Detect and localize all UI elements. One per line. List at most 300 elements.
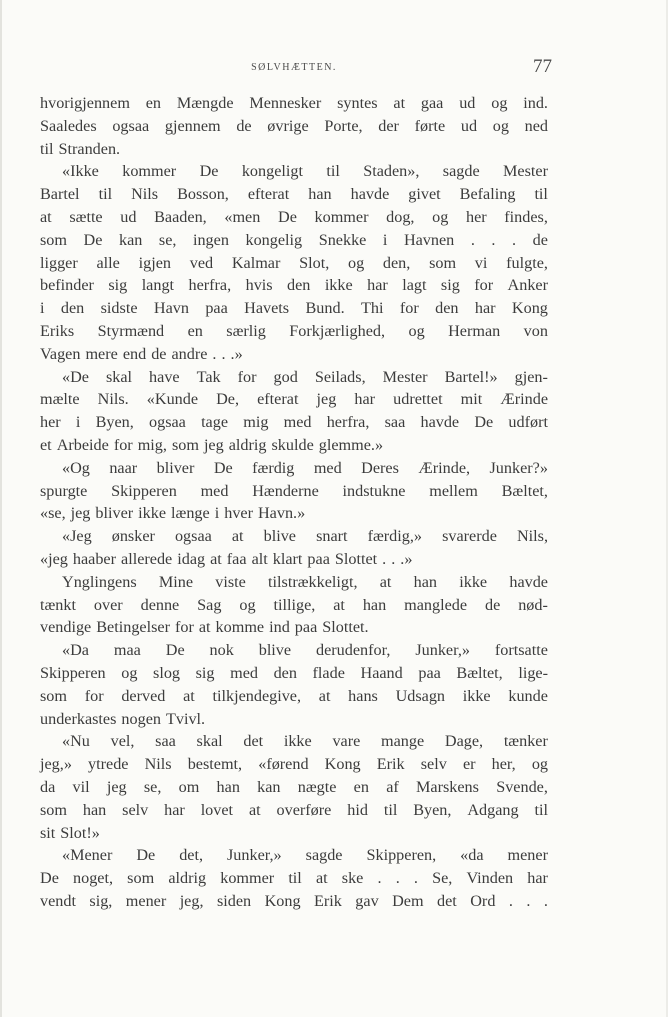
word: .» [230,344,243,363]
word: . [382,549,387,568]
word: hid [347,800,368,819]
text-line [40,662,548,685]
word: tænkt [40,595,76,614]
word: Havn [153,299,189,318]
word: ind [269,618,290,637]
word: end [122,344,147,363]
word: De [474,413,494,432]
word: klart [272,549,303,568]
text-line [40,297,548,320]
word: mener [507,846,548,865]
word: kommer [314,207,369,226]
word: til [534,800,548,819]
word: Haand [360,663,403,682]
text-line [40,388,548,411]
word: bliver [156,458,195,477]
word: har [474,299,496,318]
word: og [432,207,449,226]
word: han [216,777,240,796]
word: komme [215,618,265,637]
word: «men [224,207,261,226]
word: Skipperen [111,481,177,500]
word: igjen [138,253,171,272]
word: Betingelser [96,618,170,637]
word: mere [85,344,118,363]
word: her [40,413,61,432]
word: ved [189,253,214,272]
word: efterat [247,185,290,204]
word: havde [420,413,460,432]
text-line [40,160,548,183]
word: blive [263,527,296,546]
word: Bartel!» [444,367,498,386]
word: ikke [138,504,167,523]
text-line [40,730,548,753]
word: Mine [158,572,194,591]
word: ytrede [88,755,129,774]
word: sagde [305,846,343,865]
word: langt [141,276,175,295]
text-line [40,867,548,890]
word: gaa [420,94,444,112]
word: ligger [40,253,78,272]
word: denne [140,595,180,614]
word: De [213,458,233,477]
word: sagde [442,162,480,181]
text-line [40,776,548,799]
word: De [199,162,219,181]
word: faa [226,549,247,568]
word: De [165,641,185,660]
word: her, [491,755,516,774]
word: længe [171,504,210,523]
word: se, [158,230,177,249]
word: sit [40,823,56,842]
word: med [283,413,312,432]
text-line [40,434,548,457]
word: tilkjendegive, [212,686,302,705]
word: se, [143,777,162,796]
word: befinder [40,276,94,295]
word: for [174,618,194,637]
word: Mængde [176,94,234,112]
word: Dem [392,891,424,910]
word: Nils. [97,390,129,409]
word: da [40,777,56,796]
word: . [491,230,496,249]
word: der [378,116,399,135]
word: han [413,572,438,591]
word: jeg [106,777,127,796]
word: jeg [203,435,224,454]
word: Saaledes [40,116,97,135]
word: at [210,549,222,568]
text-line [40,92,548,115]
word: vil [72,777,90,796]
text-line [40,639,548,662]
word: vare [332,732,361,751]
word: andre [171,344,208,363]
word: svarerde [442,527,497,546]
body-text [40,92,548,913]
word: den [287,276,311,295]
word: i [382,230,388,249]
word: det [437,891,457,910]
word: hans [348,686,378,705]
text-line [40,502,548,525]
word: og [491,94,508,112]
word: Staden», [363,162,420,181]
word: som [40,686,67,705]
word: Kong [511,299,548,318]
word: Vagen [40,344,81,363]
word: Svende, [496,777,548,796]
word: for [474,276,494,295]
word: om [178,777,200,796]
word: ogsaa [149,413,186,432]
word: kan [118,230,143,249]
text-line [40,708,548,731]
word: haaber [72,549,117,568]
word: tænker [503,732,548,751]
word: for [237,367,257,386]
word: sidste [100,299,138,318]
word: at [393,94,406,112]
word: Kong [324,755,361,774]
word: . [413,869,418,888]
word: selv [420,755,447,774]
word: alle [96,253,120,272]
word: syntes [337,94,378,112]
word: maa [113,641,141,660]
word: Bæltet, [501,481,548,500]
text-line [40,343,548,366]
word: ud [459,94,476,112]
word: og [531,755,548,774]
running-title: SØLVHÆTTEN. [251,62,337,73]
word: at [315,869,328,888]
word: . [470,230,475,249]
word: . [543,891,548,910]
word: .» [400,549,413,568]
word: Adgang [467,800,519,819]
word: hvorigjennem [40,94,130,112]
word: ikke [324,276,353,295]
word: har [527,869,548,888]
word: . [212,344,217,363]
word: til [534,185,548,204]
word: saa [384,413,406,432]
word: lige- [518,663,548,682]
word: mange [381,732,425,751]
word: Snekke [318,230,367,249]
word: Bund. [305,299,345,318]
word: nægte [297,777,337,796]
word: ogsaa [112,116,150,135]
word: kongelig [245,230,303,249]
word: sætte [69,207,103,226]
text-line [40,183,548,206]
word: at [40,207,52,226]
word: De [40,869,59,888]
word: Ærinde, [418,458,471,477]
word: ogsaa [174,527,212,546]
word: . [377,869,382,888]
word: særlig [226,321,266,340]
word: de [532,230,548,249]
word: i [40,299,45,318]
word: til [326,162,340,181]
word: at [198,618,211,637]
word: som [40,800,67,819]
text-line [40,411,548,434]
word: aldrig [228,435,267,454]
word: idag [177,549,206,568]
text-line [40,616,548,639]
word: De [278,207,297,226]
word: skal [105,367,133,386]
word: en [145,94,162,112]
word: for [399,299,419,318]
word: Thi [361,299,384,318]
word: Dage, [444,732,484,751]
word: mellem [429,481,478,500]
word: ske [341,869,364,888]
word: «De [62,367,89,386]
word: . [512,230,517,249]
word: skal [196,732,223,751]
word: har [367,276,388,295]
word: givet [408,185,441,204]
word: herfra, [188,276,232,295]
word: Vinden [466,869,514,888]
word: Erik [313,891,342,910]
word: sig [440,276,460,295]
word: af [386,777,399,796]
word: for [84,686,104,705]
word: selv [122,800,149,819]
word: noget, [73,869,114,888]
word: alt [251,549,268,568]
word: lagt [402,276,427,295]
word: Udsagn [395,686,446,705]
word: færdig [252,458,295,477]
word: De [136,846,156,865]
word: Tak [196,367,221,386]
word: færdig,» [367,527,422,546]
word: Sag [197,595,222,614]
word: ikke [462,686,491,705]
word: have [149,367,180,386]
word: de [151,344,167,363]
word: De, [216,390,240,409]
text-line [40,320,548,343]
word: Kalmar [231,253,281,272]
word: at [183,686,195,705]
text-line [40,252,548,275]
word: indstukne [342,481,406,500]
word: som [40,230,67,249]
word: paa [205,299,228,318]
word: Bosson, [177,185,229,204]
word: Nils [131,185,159,204]
word: hver [224,504,253,523]
word: lovet [200,800,234,819]
word: gav [355,891,379,910]
word: . [221,344,226,363]
word: de [484,595,501,614]
text-line [40,890,548,913]
word: han [362,595,387,614]
word: herfra, [326,413,370,432]
word: mælte [40,390,80,409]
word: øvrige [267,116,309,135]
word: som [127,869,155,888]
word: findes, [504,207,548,226]
word: god [273,367,298,386]
word: med [230,663,258,682]
word: at [333,595,345,614]
word: mig [243,413,269,432]
word: «Nu [62,732,90,751]
word: naar [109,458,138,477]
word: Mester [503,162,548,181]
word: fulgte, [506,253,548,272]
word: De [83,230,103,249]
text-line [40,753,548,776]
word: fortsatte [494,641,548,660]
word: med [313,458,342,477]
word: han [82,800,107,819]
word: manglede [404,595,468,614]
text-line [40,594,548,617]
word: Styrmænd [97,321,165,340]
word: «Jeg [62,527,92,546]
word: Mennesker [249,94,322,112]
word: kommer [220,869,275,888]
word: Porte, [324,116,363,135]
word: vel, [110,732,135,751]
word: tilstrækkeligt, [268,572,358,591]
word: Ærinde [500,390,548,409]
word: spurgte [40,481,88,500]
word: Bartel [40,185,80,204]
text-line [40,115,548,138]
word: Marskens [416,777,479,796]
word: gjen- [514,367,548,386]
word: von [523,321,548,340]
word: bliver [95,504,134,523]
word: Herman [448,321,501,340]
word: en [353,777,369,796]
word: slog [153,663,181,682]
word: med [200,481,229,500]
word: udført [508,413,548,432]
word: Seilads, [314,367,366,386]
word: Erik [376,755,405,774]
text-line [40,571,548,594]
page-number: 77 [533,56,552,77]
text-line [40,274,548,297]
word: over [93,595,123,614]
word: «Kunde [146,390,199,409]
word: at [231,527,244,546]
word: for [113,435,133,454]
word: at [379,572,392,591]
word: Ynglingens [62,572,137,591]
word: til [288,869,302,888]
word: til [40,139,54,158]
word: nød- [518,595,548,614]
text-line [40,229,548,252]
word: vendige [40,618,92,637]
word: «se, [40,504,66,523]
word: bestemt, [187,755,243,774]
word: underkastes [40,709,117,728]
word: det, [179,846,204,865]
word: og [121,663,138,682]
word: Eriks [40,321,75,340]
word: saa [155,732,176,751]
text-line [40,138,548,161]
word: Deres [361,458,399,477]
word: . [526,891,531,910]
word: Bæltet, [456,663,503,682]
word: har [354,390,376,409]
word: derudenfor, [316,641,391,660]
word: . [395,869,400,888]
word: paa [307,549,330,568]
word: Skipperen [40,663,106,682]
word: og [492,116,509,135]
word: Arbeide [56,435,109,454]
word: viste [215,572,246,591]
word: «Og [62,458,90,477]
word: kommer [122,162,177,181]
word: det [243,732,264,751]
word: havde [350,185,390,204]
word: at [248,800,261,819]
word: efterat [257,390,299,409]
word: et [40,435,52,454]
word: Baaden, [154,207,207,226]
word: . [391,549,396,568]
text-line [40,480,548,503]
word: jeg, [179,891,204,910]
word: Slottet. [322,618,369,637]
word: Havn.» [257,504,306,523]
word: jeg,» [40,755,72,774]
word: siden [216,891,252,910]
word: Stranden. [58,139,121,158]
word: glemme.» [318,435,384,454]
word: ikke [459,572,488,591]
word: ikke [283,732,312,751]
word: de [236,116,252,135]
word: ud [120,207,137,226]
word: og [408,321,425,340]
word: mener [125,891,167,910]
word: Nils, [516,527,548,546]
word: kunde [508,686,548,705]
word: til [383,800,398,819]
word: sig, [89,891,113,910]
word: Hænderne [252,481,319,500]
word: han [308,185,332,204]
word: Forkjærlighed, [289,321,386,340]
text-line [40,548,548,571]
word: har [164,800,185,819]
